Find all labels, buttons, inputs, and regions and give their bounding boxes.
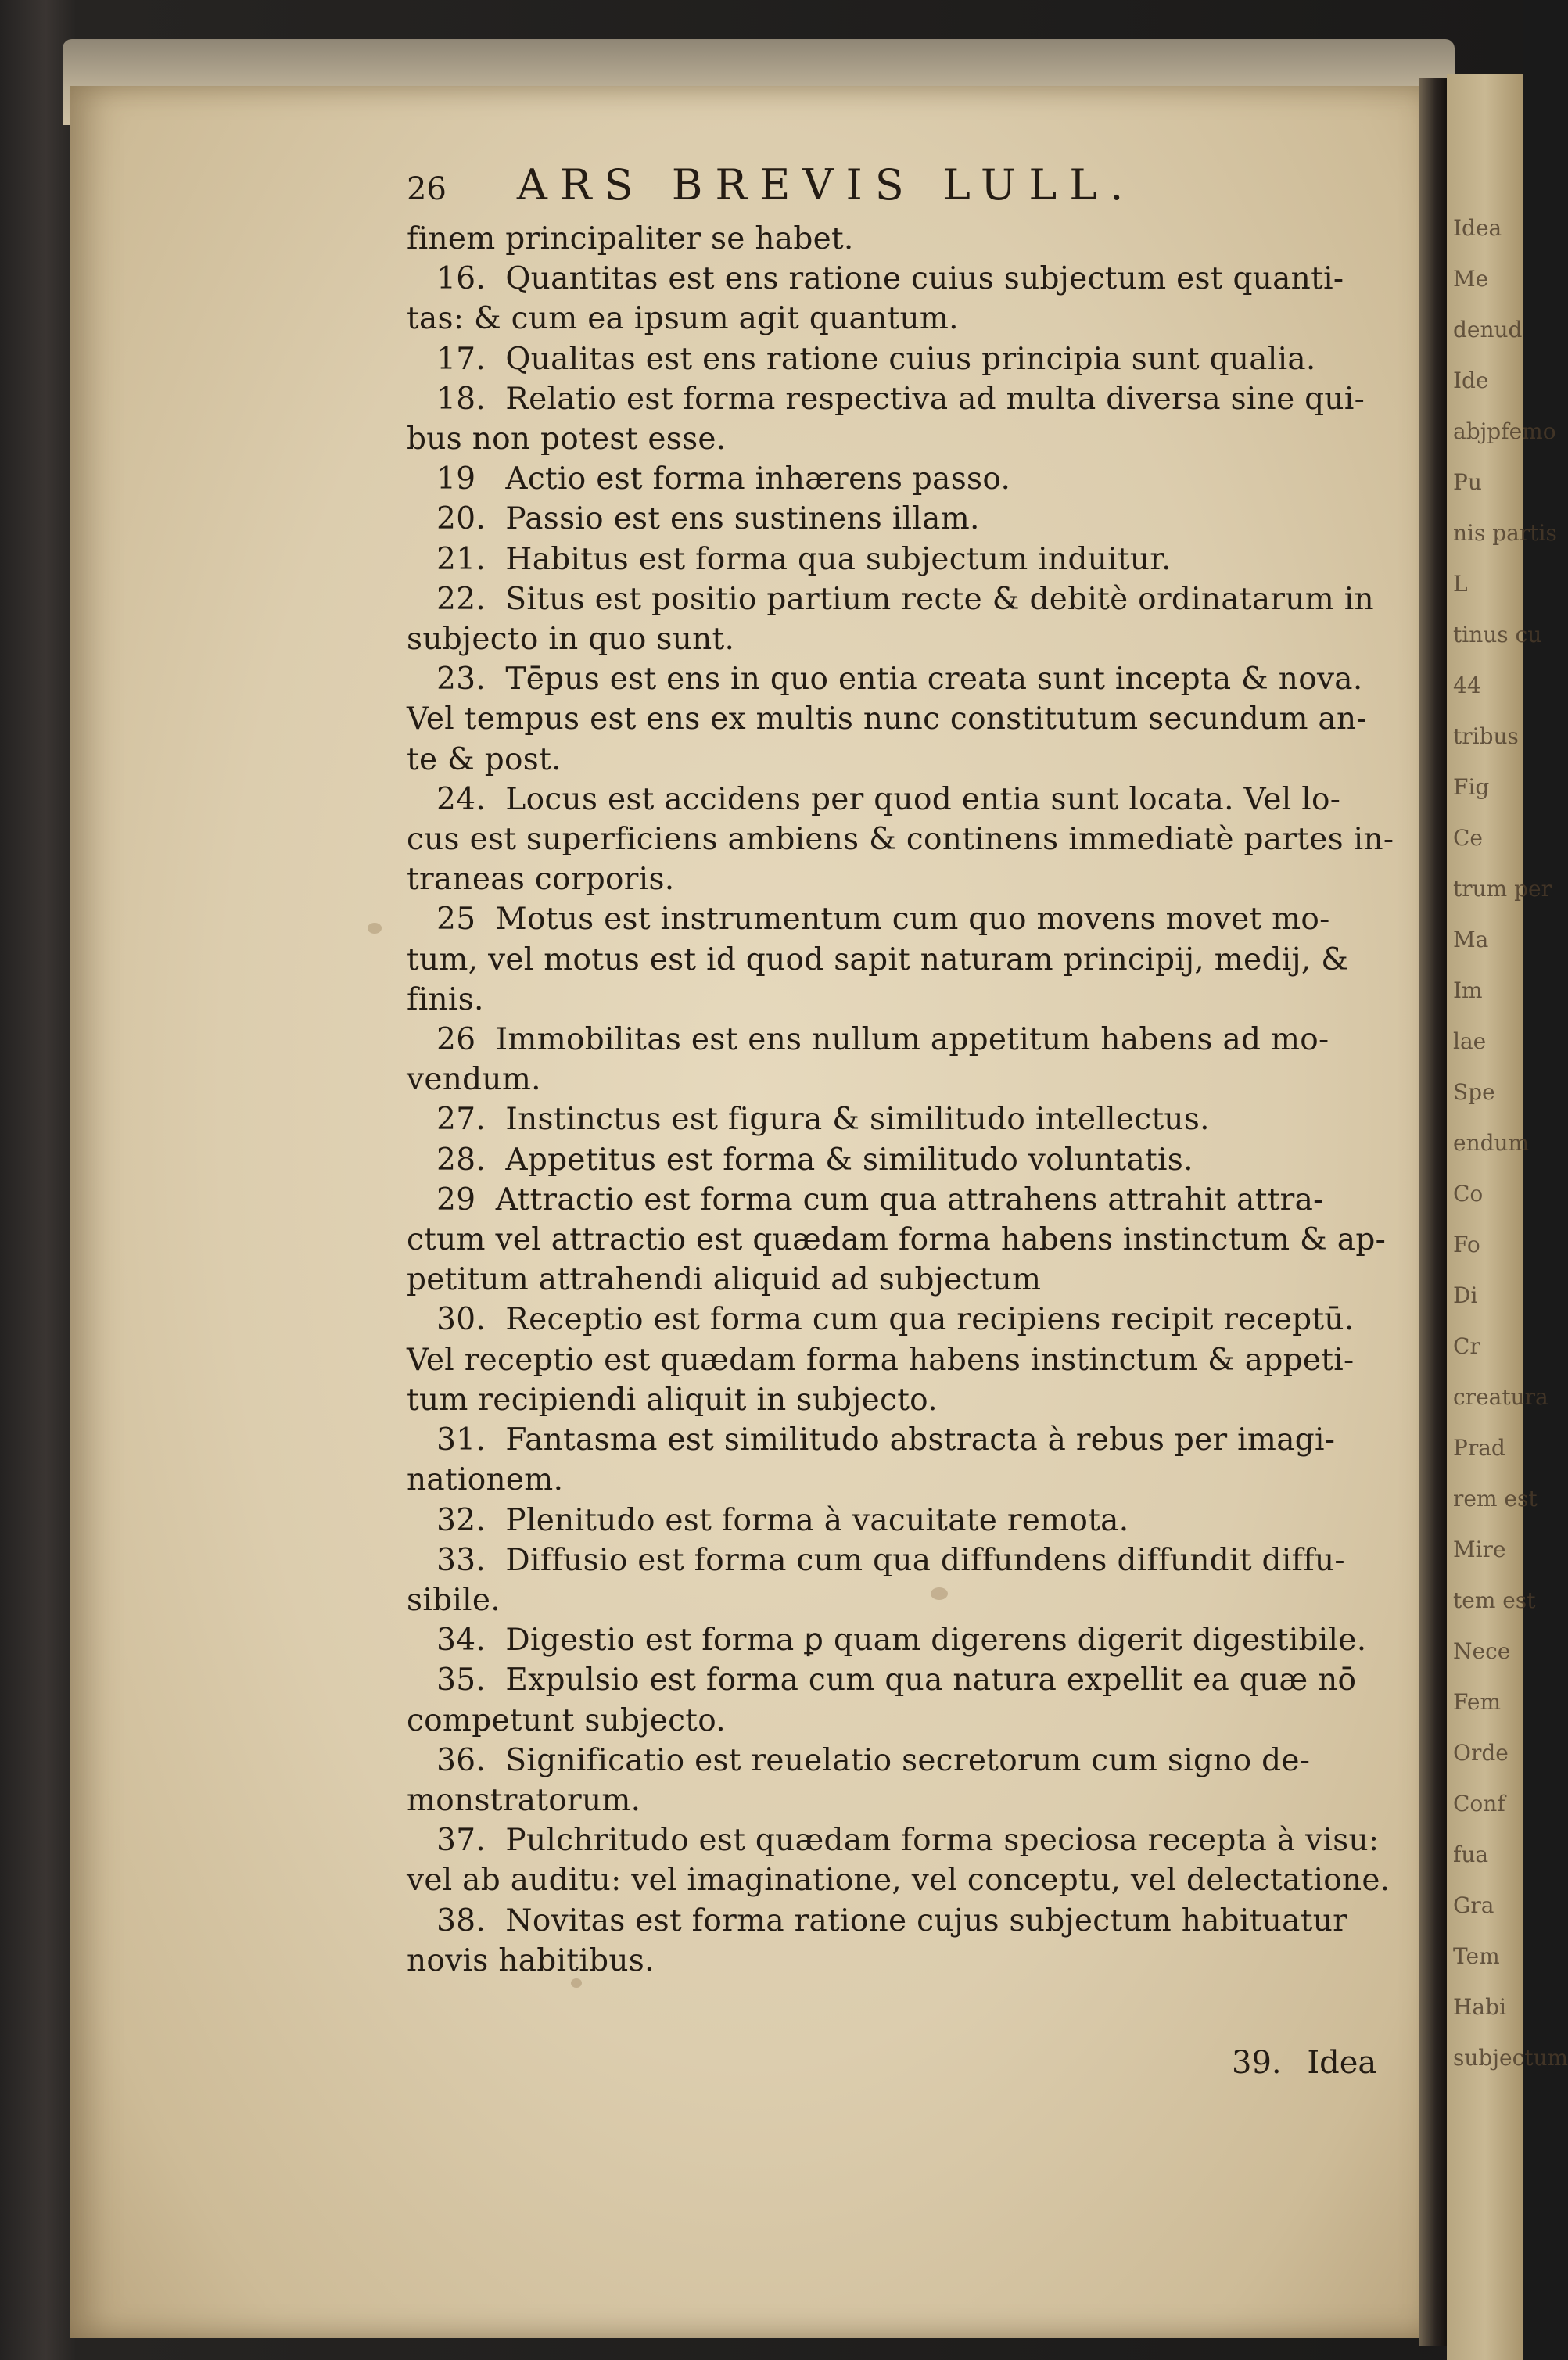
running-header [407, 160, 1392, 210]
text-line: 37. Pulchritudo est quædam forma speciosa recepta à visu: [407, 1823, 1380, 1859]
text-line: te & post. [407, 741, 562, 777]
text-line: petitum attrahendi aliquid ad subjectum [407, 1262, 1042, 1298]
text-line: 38. Novitas est forma ratione cujus subjectum habituatur [407, 1903, 1348, 1939]
text-line: 26 Immobilitas est ens nullum appetitum habens ad mo- [407, 1022, 1329, 1058]
facing-page-fragment: lae [1453, 1028, 1487, 1054]
facing-page-fragment: Cr [1453, 1333, 1480, 1359]
text-line: sibile. [407, 1582, 501, 1618]
facing-page-fragment: Conf [1453, 1791, 1505, 1817]
facing-page-fragment: rem est [1453, 1486, 1538, 1512]
facing-page-fragment: Prad [1453, 1435, 1505, 1461]
text-line: 30. Receptio est forma cum qua recipiens recipit receptū. [407, 1302, 1355, 1338]
text-line: bus non potest esse. [407, 421, 727, 457]
text-line: 24. Locus est accidens per quod entia sunt locata. Vel lo- [407, 781, 1341, 817]
text-line: 32. Plenitudo est forma à vacuitate remota. [407, 1502, 1129, 1538]
facing-page-fragment: L [1453, 571, 1468, 597]
text-line: ctum vel attractio est quædam forma habens instinctum & ap- [407, 1222, 1387, 1258]
text-line: 31. Fantasma est similitudo abstracta à rebus per imagi- [407, 1422, 1336, 1458]
catchword: 39. Idea [1232, 2045, 1377, 2081]
text-line: cus est superficiens ambiens & continens immediatè partes in- [407, 822, 1394, 858]
facing-page-fragment: tem est [1453, 1587, 1536, 1613]
facing-page-fragment: Tem [1453, 1943, 1500, 1969]
text-line: 29 Attractio est forma cum qua attrahens attrahit attra- [407, 1182, 1324, 1218]
text-line: competunt subjecto. [407, 1702, 727, 1738]
text-line: finis. [407, 981, 484, 1017]
text-line: subjecto in quo sunt. [407, 622, 735, 658]
text-line: tas: & cum ea ipsum agit quantum. [407, 301, 959, 337]
text-line: nationem. [407, 1462, 564, 1498]
text-line: 20. Passio est ens sustinens illam. [407, 501, 980, 537]
text-line: 34. Digestio est forma ꝑ quam digerens digerit digestibile. [407, 1623, 1367, 1659]
facing-page-fragment: trum per [1453, 876, 1552, 902]
facing-page-fragment: Gra [1453, 1892, 1494, 1918]
text-line: 28. Appetitus est forma & similitudo voluntatis. [407, 1142, 1193, 1178]
text-line: traneas corporis. [407, 862, 675, 898]
text-line: finem principaliter se habet. [407, 221, 854, 256]
facing-page-fragment: Idea [1453, 215, 1502, 241]
facing-page-fragment: Nece [1453, 1638, 1511, 1664]
facing-page-fragment: endum [1453, 1130, 1530, 1156]
facing-page-fragment: Pu [1453, 469, 1482, 495]
text-line: vel ab auditu: vel imaginatione, vel conceptu, vel delectatione. [407, 1863, 1390, 1899]
book-gutter [1419, 78, 1447, 2346]
facing-page-edge [1447, 74, 1568, 2360]
facing-page-fragment: nis partis [1453, 520, 1557, 546]
facing-page-fragment: Spe [1453, 1079, 1495, 1105]
facing-page-fragment: tribus [1453, 723, 1519, 749]
page-text [407, 160, 1392, 1981]
text-line: 36. Significatio est reuelatio secretorum cum signo de- [407, 1742, 1311, 1778]
text-line: 18. Relatio est forma respectiva ad multa diversa sine qui- [407, 381, 1365, 417]
facing-page-fragment: Habi [1453, 1994, 1506, 2020]
text-line: monstratorum. [407, 1782, 641, 1818]
facing-page-fragment: Ce [1453, 825, 1483, 851]
text-line: tum, vel motus est id quod sapit naturam principij, medij, & [407, 941, 1349, 977]
text-line: Vel receptio est quædam forma habens instinctum & appeti- [407, 1342, 1355, 1378]
facing-page-fragment: fua [1453, 1842, 1489, 1867]
facing-page-fragment: Mire [1453, 1537, 1506, 1562]
text-line: 27. Instinctus est figura & similitudo intellectus. [407, 1102, 1210, 1138]
text-line: Vel tempus est ens ex multis nunc constitutum secundum an- [407, 701, 1367, 737]
running-title: ARS BREVIS LULL. [516, 160, 1136, 210]
text-line: 22. Situs est positio partium recte & debitè ordinatarum in [407, 581, 1374, 617]
text-line: 16. Quantitas est ens ratione cuius subjectum est quanti- [407, 261, 1344, 297]
text-line: 23. Tēpus est ens in quo entia creata sunt incepta & nova. [407, 662, 1363, 698]
text-line: 17. Qualitas est ens ratione cuius principia sunt qualia. [407, 341, 1316, 377]
text-line: novis habitibus. [407, 1942, 655, 1978]
facing-page-fragment: denud [1453, 317, 1523, 343]
facing-page-fragment: Ide [1453, 368, 1489, 393]
text-line: 33. Diffusio est forma cum qua diffundens diffundit diffu- [407, 1542, 1345, 1578]
facing-page-fragment: tinus cu [1453, 622, 1542, 647]
facing-page-fragment: Orde [1453, 1740, 1509, 1766]
facing-page-fragment: Di [1453, 1282, 1478, 1308]
facing-page-fragment: subjectum [1453, 2045, 1568, 2071]
text-line: 35. Expulsio est forma cum qua natura expellit ea quæ nō [407, 1662, 1357, 1698]
page-number: 26 [407, 171, 447, 207]
text-line: 21. Habitus est forma qua subjectum induitur. [407, 541, 1172, 577]
text-line: 25 Motus est instrumentum cum quo movens movet mo- [407, 902, 1330, 938]
facing-page-fragment: Me [1453, 266, 1489, 292]
facing-page-fragment: Fig [1453, 774, 1490, 800]
facing-page-fragment: Co [1453, 1181, 1484, 1207]
facing-page-fragment: Fem [1453, 1689, 1502, 1715]
text-line: 19 Actio est forma inhærens passo. [407, 461, 1011, 497]
facing-page-fragment: creatura [1453, 1384, 1548, 1410]
facing-page-fragment: Fo [1453, 1232, 1480, 1257]
facing-page-fragment: 44 [1453, 672, 1481, 698]
facing-page-fragment: abjpfemo [1453, 418, 1556, 444]
facing-page-fragment: Ma [1453, 927, 1489, 952]
text-lines [407, 219, 1392, 1981]
text-line: tum recipiendi aliquit in subjecto. [407, 1382, 938, 1418]
facing-page-fragment: Im [1453, 977, 1483, 1003]
text-line: vendum. [407, 1062, 541, 1098]
stain [368, 923, 382, 934]
